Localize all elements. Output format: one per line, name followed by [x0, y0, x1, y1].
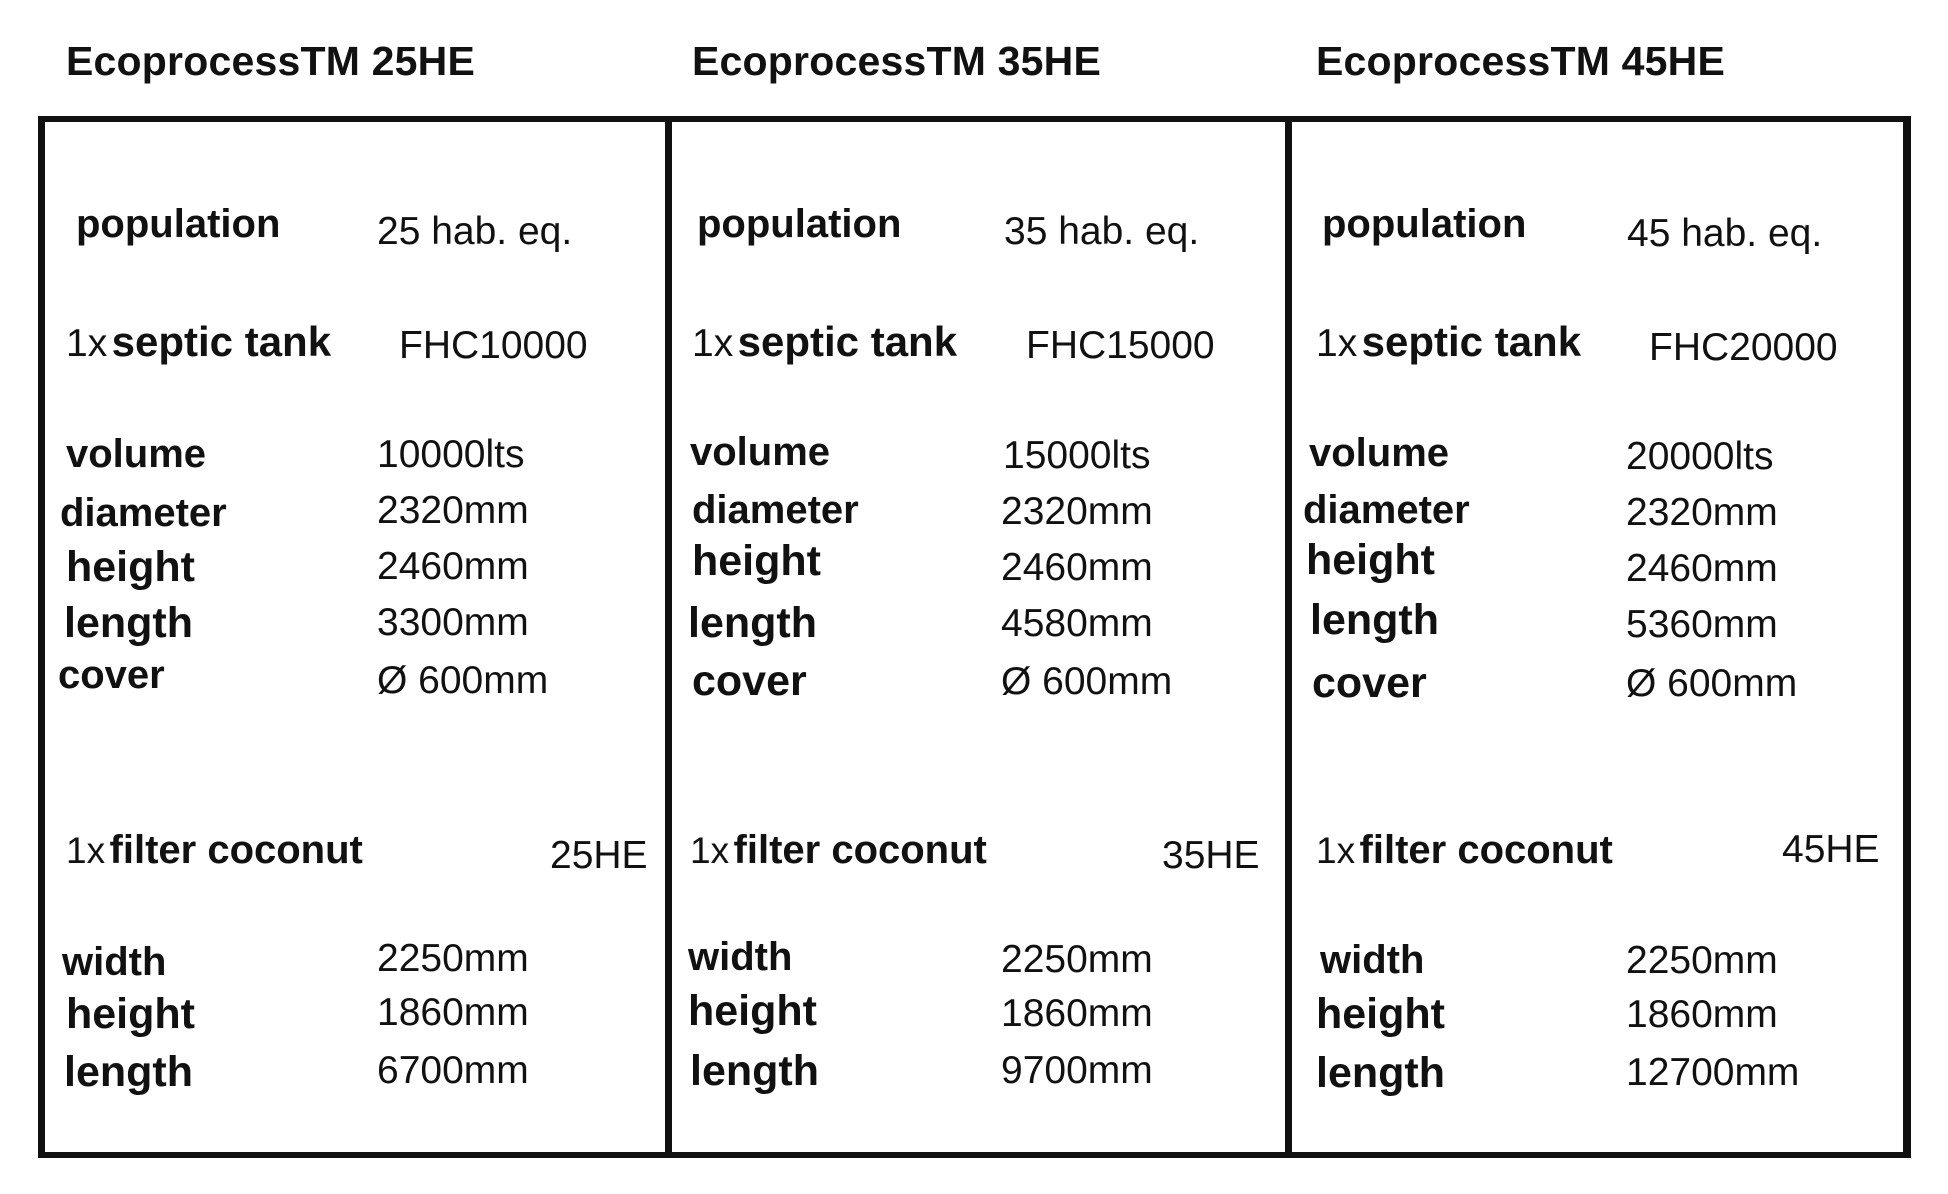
spec-value-cover: Ø 600mm [1001, 660, 1173, 703]
filter-model: 25HE [550, 834, 648, 877]
filter-spec-value-height: 1860mm [377, 991, 529, 1034]
spec-value-volume: 20000lts [1626, 435, 1774, 478]
spec-value-diameter: 2320mm [377, 489, 529, 532]
spec-label-height: height [66, 543, 195, 591]
tank-quantity: 1x [1316, 322, 1358, 365]
spec-value-cover: Ø 600mm [1626, 662, 1798, 705]
population-value: 35 hab. eq. [1004, 210, 1200, 253]
spec-label-length: length [688, 599, 817, 647]
filter-row [690, 828, 987, 873]
spec-value-volume: 15000lts [1003, 434, 1151, 477]
column-divider [665, 116, 672, 1158]
filter-model: 45HE [1782, 828, 1880, 871]
septic-tank-row [692, 318, 957, 366]
spec-label-volume: volume [690, 430, 831, 474]
filter-quantity: 1x [66, 830, 106, 871]
spec-label-diameter: diameter [692, 488, 859, 532]
filter-row [66, 828, 363, 873]
filter-quantity: 1x [690, 830, 730, 871]
filter-spec-label-height: height [688, 987, 817, 1035]
column-title-35he: EcoprocessTM 35HE [692, 38, 1101, 84]
spec-value-cover: Ø 600mm [377, 659, 549, 702]
septic-tank-label: septic tank [1361, 318, 1582, 365]
spec-label-height: height [1306, 536, 1435, 584]
spec-label-volume: volume [66, 432, 207, 476]
filter-label: filter coconut [109, 828, 363, 872]
filter-spec-label-length: length [64, 1048, 193, 1096]
septic-tank-label: septic tank [111, 318, 332, 365]
filter-label: filter coconut [1359, 828, 1613, 872]
tank-quantity: 1x [66, 322, 108, 365]
filter-spec-value-height: 1860mm [1626, 993, 1778, 1036]
spec-value-height: 2460mm [377, 545, 529, 588]
filter-spec-label-height: height [1316, 990, 1445, 1038]
filter-spec-value-width: 2250mm [377, 937, 529, 980]
spec-value-height: 2460mm [1626, 547, 1778, 590]
filter-spec-value-width: 2250mm [1001, 938, 1153, 981]
filter-spec-label-length: length [690, 1047, 819, 1095]
population-label: population [76, 202, 281, 246]
spec-value-diameter: 2320mm [1001, 490, 1153, 533]
spec-label-cover: cover [692, 657, 807, 705]
septic-tank-row [66, 318, 331, 366]
spec-label-length: length [1310, 596, 1439, 644]
spec-label-diameter: diameter [60, 491, 227, 535]
filter-spec-label-width: width [1320, 938, 1425, 982]
tank-model: FHC15000 [1026, 324, 1215, 367]
spec-value-volume: 10000lts [377, 433, 525, 476]
filter-spec-label-length: length [1316, 1049, 1445, 1097]
filter-label: filter coconut [733, 828, 987, 872]
filter-quantity: 1x [1316, 830, 1356, 871]
filter-spec-value-length: 6700mm [377, 1049, 529, 1092]
column-title-25he: EcoprocessTM 25HE [66, 38, 475, 84]
filter-spec-value-length: 9700mm [1001, 1049, 1153, 1092]
filter-row [1316, 828, 1613, 873]
spec-value-length: 5360mm [1626, 603, 1778, 646]
septic-tank-row [1316, 318, 1581, 366]
filter-spec-value-height: 1860mm [1001, 992, 1153, 1035]
tank-model: FHC10000 [399, 324, 588, 367]
filter-spec-value-width: 2250mm [1626, 939, 1778, 982]
filter-model: 35HE [1162, 834, 1260, 877]
tank-model: FHC20000 [1649, 326, 1838, 369]
column-title-45he: EcoprocessTM 45HE [1316, 38, 1725, 84]
spec-label-volume: volume [1309, 431, 1450, 475]
filter-spec-label-width: width [62, 940, 167, 984]
filter-spec-label-height: height [66, 990, 195, 1038]
population-label: population [1322, 202, 1527, 246]
spec-value-diameter: 2320mm [1626, 491, 1778, 534]
spec-label-length: length [64, 599, 193, 647]
spec-value-height: 2460mm [1001, 546, 1153, 589]
population-value: 25 hab. eq. [377, 210, 573, 253]
spec-label-cover: cover [58, 653, 165, 697]
spec-value-length: 4580mm [1001, 602, 1153, 645]
septic-tank-label: septic tank [737, 318, 958, 365]
population-value: 45 hab. eq. [1627, 212, 1823, 255]
spec-label-height: height [692, 537, 821, 585]
spec-value-length: 3300mm [377, 601, 529, 644]
filter-spec-label-width: width [688, 935, 793, 979]
spec-label-diameter: diameter [1303, 488, 1470, 532]
population-label: population [697, 202, 902, 246]
column-divider [1285, 116, 1292, 1158]
tank-quantity: 1x [692, 322, 734, 365]
filter-spec-value-length: 12700mm [1626, 1051, 1800, 1094]
spec-label-cover: cover [1312, 659, 1427, 707]
